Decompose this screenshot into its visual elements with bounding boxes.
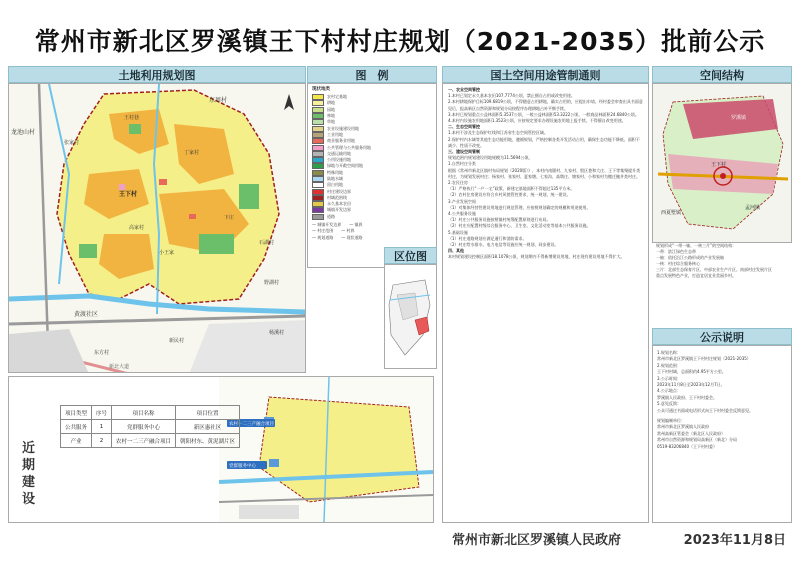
map-label-zhangjia: 张家村 xyxy=(64,140,80,146)
legend-swatch xyxy=(312,100,324,106)
legend-swatch xyxy=(312,207,324,213)
rules-paragraph: 本村规划建设控制区面积18.1078公顷，规划期内不得新增建设用地，村庄现有建设用地不得扩大。 xyxy=(448,254,625,260)
footer xyxy=(442,523,792,551)
map-label-xiaowang: 小王家 xyxy=(159,250,175,256)
table-row xyxy=(61,434,240,448)
legend-label: 陆地水域 xyxy=(327,176,343,181)
legend-label: 公共管理与公共服务用地 xyxy=(327,144,371,150)
map-label-xinmin: 新民村 xyxy=(169,338,185,344)
table-cell: 农村一二三产融合项目 xyxy=(112,434,176,448)
legend-lines xyxy=(308,220,436,243)
legend-label: 耕地 xyxy=(327,100,335,106)
legend-line-label: — 规划道路 — 现状道路 xyxy=(312,234,363,240)
table-header-no: 序号 xyxy=(92,406,112,420)
map-label-xia: 下庄 xyxy=(224,215,235,221)
legend-line-label: — 城镇开发边界 — 镇界 xyxy=(312,222,363,228)
notice-unit-label: 规划编制单位： xyxy=(657,418,685,424)
land-use-header: 土地利用规划图 xyxy=(8,66,306,83)
rules-paragraph: 3.本村已规划重点公益林面积5.3537公顷，一般公益林面积53.3222公顷，一般商品林面积24.6840公顷。 xyxy=(448,111,639,117)
notice-item: 2023年11月8日至2023年12月7日。 xyxy=(657,382,725,388)
legend-swatch xyxy=(312,132,324,138)
rules-paragraph: （1）严格执行“一户一宅”政策，新建宅基地面积不得超过135平方米。 xyxy=(448,186,575,192)
legend-swatch xyxy=(312,176,324,182)
rules-paragraph: 规划范围内规划建设用地规模为11.5694公顷。 xyxy=(448,155,533,161)
notice-header: 公示说明 xyxy=(652,328,792,345)
table-row xyxy=(61,420,240,434)
map-label-yangxi: 杨溪村 xyxy=(269,330,285,336)
recent-construction-title: 近期建设 xyxy=(22,441,36,507)
rules-heading: 四、其他 xyxy=(448,248,464,254)
map-label-yehu: 野湖村 xyxy=(264,280,280,286)
legend xyxy=(307,83,437,268)
structure-label-1: 罗溪镇 xyxy=(731,115,747,121)
notice-item: 1.规划名称： xyxy=(657,350,681,355)
structure-text-line: 一核：村庄综合服务核心 xyxy=(656,261,700,266)
location-header: 区位图 xyxy=(384,247,437,264)
rules-paragraph: 4.公共服务设施 xyxy=(448,211,476,217)
structure-svg xyxy=(653,84,791,242)
notice-item: 公众可通过书面或电话形式向王下村村委会反馈意见。 xyxy=(657,407,753,413)
location-svg xyxy=(385,265,436,368)
legend-label: 交通运输用地 xyxy=(327,150,351,156)
table-cell: 2 xyxy=(92,434,112,448)
recent-construction-map xyxy=(9,377,433,522)
legend-title: 现状地类 xyxy=(312,87,330,92)
table-cell: 新区惠社区 xyxy=(176,420,240,434)
rules-paragraph: （2）村庄给水排水、电力电信等设施应统一规划、同步建设。 xyxy=(448,242,559,248)
structure-label-4: 西夏墅镇 xyxy=(661,210,682,216)
legend-swatch xyxy=(312,157,324,163)
legend-swatch xyxy=(312,182,324,188)
legend-label: 城镇开发边界 xyxy=(327,207,351,213)
footer-date: 2023年11月8日 xyxy=(683,533,786,548)
legend-label: 园地 xyxy=(327,106,335,112)
notice-item: 常州市新北区罗溪镇王下村村庄规划（2021-2035） xyxy=(657,356,751,362)
structure-label-2: 王下村 xyxy=(711,162,727,168)
rules-heading: 二、生态空间管控 xyxy=(448,124,480,130)
structure-text-line: 重点发展特色产业，打造宜居宜业美丽乡村。 xyxy=(656,273,736,278)
map-label-dongfang: 东方村 xyxy=(94,350,110,356)
table-cell: 公共服务 xyxy=(61,420,92,434)
legend-swatch xyxy=(312,126,324,132)
location-map xyxy=(384,264,437,369)
notice-unit-3: 常州市自然资源和规划局高新区（新北）分局 xyxy=(657,437,737,443)
notice-item: 罗溪镇人民政府、王下村村委会。 xyxy=(657,394,717,400)
legend-label: 绿地与开敞空间用地 xyxy=(327,163,363,169)
legend-swatch xyxy=(312,94,324,100)
table-cell: 党群服务中心 xyxy=(112,420,176,434)
legend-label: 特殊用地 xyxy=(327,169,343,175)
notice-item: 2.规划范围： xyxy=(657,362,681,368)
rules-paragraph: （1）对集体经营性建设用地进行规范管理，应按照规划确定的规模和用途使用。 xyxy=(448,204,591,210)
legend-swatch xyxy=(312,189,324,195)
rules-paragraph: 2.保护村内水域等其他生态功能用地，遵循规划，严格控制各类开发活动占用，确保生态功能不降低、面积不减少、性质不改变。 xyxy=(448,136,640,148)
structure-header: 空间结构 xyxy=(652,66,792,83)
rules-heading: 三、建设空间管制 xyxy=(448,149,480,155)
notice-item: 4.公示地点： xyxy=(657,388,681,394)
legend-swatch xyxy=(312,214,324,220)
rules-paragraph: 4.本村内设施农用地面积1.3523公顷，应按规定要求办理设施农用地上报手续，不得擅自改变用途。 xyxy=(448,118,626,124)
legend-label: 农村宅基地 xyxy=(327,94,347,100)
page-title: 常州市新北区罗溪镇王下村村庄规划（2021-2035）批前公示 xyxy=(34,27,766,56)
map-label-road: 新北大道 xyxy=(109,364,130,370)
project-label-1: 农村一二三产融合项目 xyxy=(229,422,274,427)
structure-text-line: 规划形成“一带一轴、一核三片”的空间结构： xyxy=(656,243,737,248)
control-rules xyxy=(442,83,649,523)
structure-text-line: 三片：北部生态保育片区、中部农业生产片区、南部村庄发展片区 xyxy=(656,267,772,272)
map-label-shihu: 石湖村 xyxy=(259,240,275,246)
notice-unit-1: 常州市新北区罗溪镇人民政府 xyxy=(657,424,709,430)
rules-paragraph: （1）村庄道路规划应满足通行和消防需求。 xyxy=(448,235,527,241)
legend-label: 农业设施建设用地 xyxy=(327,125,359,131)
recent-construction-panel xyxy=(8,376,434,523)
legend-swatch xyxy=(312,195,324,201)
legend-header: 图 例 xyxy=(307,66,437,83)
legend-swatch xyxy=(312,151,324,157)
rules-paragraph: （1）村庄公共服务设施按照镇村统筹配置原则进行布局。 xyxy=(448,217,551,223)
legend-label: 公用设施用地 xyxy=(327,157,351,163)
legend-swatch xyxy=(312,145,324,151)
rules-paragraph: 1.本村已划定永久基本农田107.7774公顷，禁止擅自占用或改变用途。 xyxy=(448,93,575,99)
rules-paragraph: 3.产业发展空间 xyxy=(448,198,476,204)
table-cell: 产业 xyxy=(61,434,92,448)
structure-text-line: 一带：滨江绿色生态带 xyxy=(656,249,696,254)
land-use-map xyxy=(8,83,306,373)
table-header-type: 项目类型 xyxy=(61,406,92,420)
legend-label: 留白用地 xyxy=(327,182,343,188)
table-header-name: 项目名称 xyxy=(112,406,176,420)
structure-diagram xyxy=(652,83,792,243)
map-label-neighbor-east: 东周村 xyxy=(209,97,228,104)
land-use-svg xyxy=(9,84,306,373)
legend-list xyxy=(308,94,436,220)
table-cell: 朝阳村东、黄泥湖片区 xyxy=(176,434,240,448)
legend-label: 商业服务业用地 xyxy=(327,138,355,144)
legend-label: 村庄建设边界 xyxy=(327,188,351,194)
legend-label: 草地 xyxy=(327,119,335,125)
table-cell: 1 xyxy=(92,420,112,434)
footer-org: 常州市新北区罗溪镇人民政府 xyxy=(452,533,622,548)
legend-line-item xyxy=(312,235,432,241)
map-label-gaojia: 高家村 xyxy=(129,225,145,231)
rules-paragraph: 根据《常州市新北区镇村布局规划（2020版）》，本村内南圆村、九家村、殷区巷和大庄、王下等集聚提升类村庄，为规划发展村庄；杨家村、张家村、夏家塘、七家沟、高墩庄、塘家村、小和家村为搬迁撤并类村庄。 xyxy=(448,167,641,179)
project-table-header xyxy=(61,406,240,420)
legend-line-label: — 村庄范围 — 村界 xyxy=(312,228,355,234)
legend-swatch xyxy=(312,119,324,125)
legend-label: 林地 xyxy=(327,113,335,119)
rules-paragraph: 5.基础设施 xyxy=(448,229,468,235)
map-label-dingjia: 丁家村 xyxy=(184,150,200,156)
rules-paragraph: （2）农村住房建设应符合乡村风貌管控要求，统一规划，统一建设。 xyxy=(448,192,571,198)
rules-heading: 一、农业空间管控 xyxy=(448,87,480,92)
map-label-wangxia: 王下村 xyxy=(119,191,138,198)
map-label-huangdu: 黄渡社区 xyxy=(74,311,99,318)
table-header-location: 项目位置 xyxy=(176,406,240,420)
legend-swatch xyxy=(312,201,324,207)
rules-paragraph: 2.农民住房 xyxy=(448,180,468,186)
notice-item: 3.公示时间： xyxy=(657,375,681,381)
legend-swatch xyxy=(312,113,324,119)
rules-paragraph: 1.本村不涉及生态保护红线和江苏省生态空间管控区域。 xyxy=(448,130,548,136)
project-label-2: 党群服务中心 xyxy=(229,464,256,469)
notice-phone: 0519-83206840（王下村村委） xyxy=(657,443,717,449)
map-label-wang: 王村巷 xyxy=(124,115,140,121)
rules-paragraph: （2）村庄应配置村级综合服务中心、卫生室、文化活动室等基本公共服务设施。 xyxy=(448,223,591,229)
structure-text xyxy=(652,243,792,328)
structure-text-line: 一轴：依托沿江公路形成的产业发展轴 xyxy=(656,255,724,260)
legend-swatch xyxy=(312,170,324,176)
structure-label-3: 孟河镇 xyxy=(745,205,761,211)
project-table xyxy=(60,405,240,448)
legend-swatch xyxy=(312,107,324,113)
legend-label: 永久基本农田 xyxy=(327,201,351,207)
notice-item: 王下村村域，总面积约4.95平方公里。 xyxy=(657,369,726,375)
legend-swatch xyxy=(312,138,324,144)
notice-panel xyxy=(652,345,792,523)
legend-swatch xyxy=(312,163,324,169)
map-label-neighbor-west: 龙池山村 xyxy=(11,129,36,136)
legend-label: 道路 xyxy=(327,213,335,219)
rules-paragraph: 2.本村耕地保护目标109.6819公顷，不得随意占用耕地，确实占用的，应提出申请，经村委会审查出具书面意见后，报高新区自然资源和规划分局按程序办理耕地占补平衡手续。 xyxy=(448,99,643,111)
notice-item: 5.意见反馈： xyxy=(657,401,681,407)
notice-items xyxy=(657,350,787,414)
legend-label: 工业用地 xyxy=(327,131,343,137)
legend-label: 村域范围线 xyxy=(327,194,347,200)
control-header: 国土空间用途管制通则 xyxy=(442,66,649,83)
notice-unit-2: 常州高新区管委会（新北区人民政府） xyxy=(657,430,725,436)
rules-paragraph: 1.自然村庄分类 xyxy=(448,161,476,167)
